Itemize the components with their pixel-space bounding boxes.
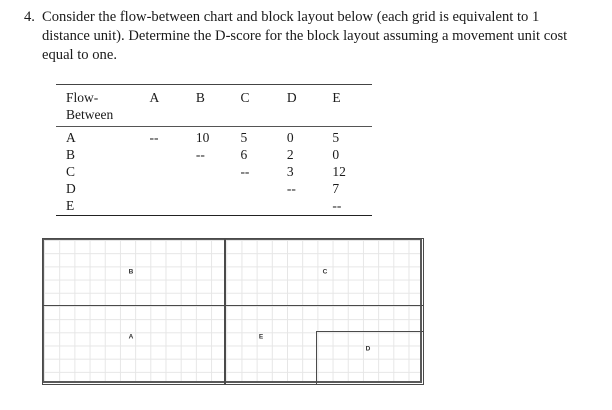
cell: 0 — [286, 130, 294, 145]
header-b: B — [196, 85, 241, 107]
flow-between-table — [56, 84, 372, 216]
cell: 7 — [332, 181, 340, 196]
label-c: C — [322, 268, 328, 276]
cell — [196, 180, 241, 197]
cell — [149, 163, 195, 180]
table-header-row — [56, 85, 372, 107]
block-a — [42, 305, 226, 386]
cell: 5 — [240, 130, 248, 145]
table-row — [56, 127, 372, 147]
cell: -- — [286, 181, 296, 196]
header-c: C — [240, 85, 286, 107]
cell: -- — [195, 147, 205, 162]
cell — [196, 197, 241, 216]
cell — [149, 197, 195, 216]
table-header-row-2 — [56, 106, 372, 127]
row-dept: E — [56, 197, 149, 216]
cell: 0 — [332, 147, 340, 162]
cell — [240, 197, 286, 216]
cell — [149, 146, 195, 163]
cell — [240, 180, 286, 197]
cell: 10 — [195, 130, 210, 145]
cell: -- — [240, 164, 250, 179]
table-row — [56, 197, 372, 216]
cell: 6 — [240, 147, 248, 162]
cell: 12 — [332, 164, 346, 179]
cell: 5 — [332, 130, 340, 145]
cell: -- — [332, 197, 372, 216]
label-e: E — [258, 333, 264, 341]
label-b: B — [128, 268, 134, 276]
block-layout-grid — [42, 238, 422, 383]
table-row — [56, 180, 372, 197]
header-e: E — [332, 85, 372, 107]
cell: 3 — [286, 164, 294, 179]
table-row — [56, 146, 372, 163]
header-d: D — [287, 85, 332, 107]
block-b — [42, 238, 226, 306]
cell — [149, 180, 195, 197]
label-d: D — [365, 345, 371, 353]
question-text: Consider the flow-between chart and block layout below (each grid is equivalent to 1 distance unit). Determine the D-score for the block layout assuming a movement unit cost equal to one. — [42, 9, 568, 63]
cell: -- — [149, 130, 159, 145]
header-flow: Flow- — [56, 85, 149, 107]
row-dept: C — [66, 164, 76, 179]
header-a: A — [149, 85, 195, 107]
row-dept: A — [66, 130, 76, 145]
table-row — [56, 163, 372, 180]
question-number: 4. — [24, 9, 35, 25]
cell — [196, 163, 241, 180]
row-dept: B — [66, 147, 76, 162]
label-a: A — [128, 333, 134, 341]
cell: 2 — [286, 147, 294, 162]
block-d — [316, 331, 424, 386]
header-between: Between — [56, 106, 149, 127]
row-dept: D — [66, 181, 76, 196]
cell — [287, 197, 332, 216]
